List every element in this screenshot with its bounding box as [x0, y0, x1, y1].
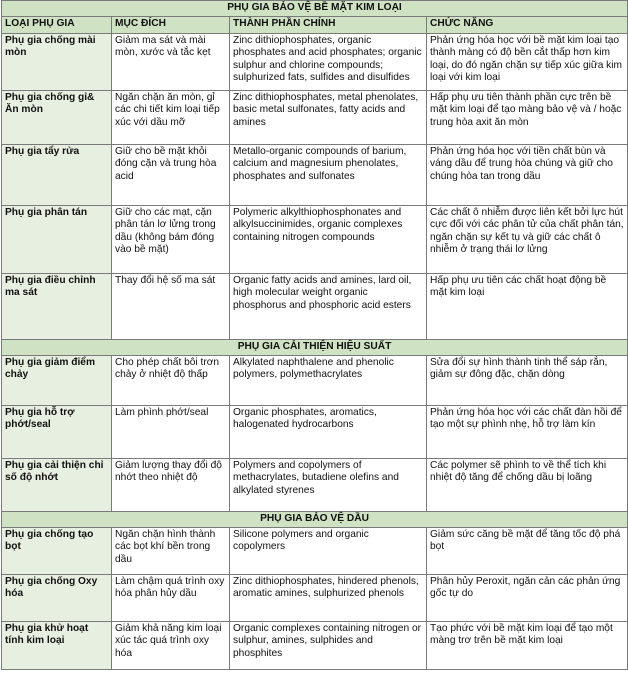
additive-name: Phụ gia hỗ trợ phớt/seal — [2, 406, 112, 459]
additive-components: Metallo-organic compounds of barium, calcium and magnesium phenolates, phosphates and sulfonates — [230, 145, 427, 206]
section-header-row — [2, 1, 628, 17]
additive-name: Phụ gia khử hoạt tính kim loại — [2, 622, 112, 670]
table-row — [2, 459, 628, 512]
additive-name: Phụ gia chống Oxy hóa — [2, 575, 112, 622]
additive-purpose: Làm phình phớt/seal — [112, 406, 230, 459]
additive-components: Polymers and copolymers of methacrylates, butadiene olefins and alkylated styrenes — [230, 459, 427, 512]
additive-purpose: Làm chậm quá trình oxy hóa phân hủy dầu — [112, 575, 230, 622]
additive-name: Phụ gia chống mài mòn — [2, 34, 112, 91]
additive-components: Alkylated naphthalene and phenolic polymers, polymethacrylates — [230, 356, 427, 406]
section-title: PHỤ GIA BẢO VỆ DẦU — [2, 512, 628, 528]
additive-name: Phụ gia chống gỉ& Ăn mòn — [2, 91, 112, 145]
additives-table — [1, 0, 628, 670]
column-header-row — [2, 17, 628, 34]
additive-components: Polymeric alkylthiophosphonates and alkylsuccinimides, organic complexes containing nitrogen compounds — [230, 206, 427, 274]
additive-purpose: Giảm ma sát và mài mòn, xước và tắc kẹt — [112, 34, 230, 91]
additive-function: Tạo phức với bề mặt kim loại để tạo một màng trơ trên bề mặt kim loại — [427, 622, 628, 670]
table-row — [2, 145, 628, 206]
col-header-type: LOẠI PHỤ GIA — [2, 17, 112, 34]
section-title: PHỤ GIA CẢI THIỆN HIỆU SUẤT — [2, 340, 628, 356]
section-header-row — [2, 340, 628, 356]
additive-function: Hấp phụ ưu tiên thành phần cực trên bề mặt kim loại để tạo màng bảo vệ và / hoặc trung hòa axit ăn mòn — [427, 91, 628, 145]
additive-name: Phụ gia phân tán — [2, 206, 112, 274]
additive-purpose: Ngăn chặn hình thành các bọt khí bền trong dầu — [112, 528, 230, 575]
section-title: PHỤ GIA BẢO VỆ BỀ MẶT KIM LOẠI — [2, 1, 628, 17]
additive-name: Phụ gia chống tạo bọt — [2, 528, 112, 575]
additive-components: Zinc dithiophosphates, hindered phenols, aromatic amines, sulphurized phenols — [230, 575, 427, 622]
additive-function: Phản ứng hóa học với bề mặt kim loại tạo thành màng có độ bền cắt thấp hơn kim loại, do đó ngăn chặn sự tiếp xúc giữa kim loại với kim loại — [427, 34, 628, 91]
additive-components: Organic fatty acids and amines, lard oil, high molecular weight organic phosphorus and phosphoric acid esters — [230, 274, 427, 340]
additive-purpose: Cho phép chất bôi trơn chảy ở nhiệt độ thấp — [112, 356, 230, 406]
additive-purpose: Thay đổi hệ số ma sát — [112, 274, 230, 340]
additive-name: Phụ gia điều chỉnh ma sát — [2, 274, 112, 340]
table-row — [2, 34, 628, 91]
additive-name: Phụ gia cải thiện chỉ số độ nhớt — [2, 459, 112, 512]
table-row — [2, 274, 628, 340]
col-header-function: CHỨC NĂNG — [427, 17, 628, 34]
additive-components: Organic phosphates, aromatics, halogenated hydrocarbons — [230, 406, 427, 459]
additive-components: Silicone polymers and organic copolymers — [230, 528, 427, 575]
table-row — [2, 575, 628, 622]
additive-name: Phụ gia giảm điểm chảy — [2, 356, 112, 406]
table-row — [2, 91, 628, 145]
additive-purpose: Giảm lượng thay đổi độ nhớt theo nhiệt độ — [112, 459, 230, 512]
additive-function: Phản ứng hóa học với các chất đàn hồi để tạo một sự phình nhẹ, hỗ trợ làm kín — [427, 406, 628, 459]
additive-function: Phân hủy Peroxit, ngăn cản các phản ứng gốc tự do — [427, 575, 628, 622]
table-row — [2, 356, 628, 406]
additive-name: Phụ gia tẩy rửa — [2, 145, 112, 206]
table-row — [2, 406, 628, 459]
additive-purpose: Ngăn chặn ăn mòn, gỉ các chi tiết kim loại tiếp xúc với dầu mỡ — [112, 91, 230, 145]
section-header-row — [2, 512, 628, 528]
table-row — [2, 528, 628, 575]
additive-function: Sửa đổi sự hình thành tinh thể sáp rắn, giảm sự đông đặc, chặn dòng — [427, 356, 628, 406]
additive-components: Zinc dithiophosphates, metal phenolates, basic metal sulfonates, fatty acids and amines — [230, 91, 427, 145]
additive-function: Phản ứng hóa học với tiền chất bùn và váng dầu để trung hòa chúng và giữ cho chúng hòa tan trong dầu — [427, 145, 628, 206]
col-header-purpose: MỤC ĐÍCH — [112, 17, 230, 34]
table-row — [2, 206, 628, 274]
additive-function: Hấp phụ ưu tiên các chất hoạt động bề mặt kim loại — [427, 274, 628, 340]
additive-function: Các chất ô nhiễm được liên kết bởi lực hút cực đối với các phân tử của chất phân tán, ngăn chặn sự kết tụ và giữ các chất ô nhiễm ở trạng thái lơ lửng — [427, 206, 628, 274]
additive-function: Giảm sức căng bề mặt để tăng tốc độ phá bọt — [427, 528, 628, 575]
additive-purpose: Giữ cho các mạt, cặn phân tán lơ lửng trong dầu (không bám đóng vào bề mặt) — [112, 206, 230, 274]
col-header-components: THÀNH PHẦN CHÍNH — [230, 17, 427, 34]
table-row — [2, 622, 628, 670]
additive-purpose: Giảm khả năng kim loại xúc tác quá trình oxy hóa — [112, 622, 230, 670]
additive-components: Zinc dithiophosphates, organic phosphates and acid phosphates; organic sulphur and chlorine compounds; sulphurized fats, sulfides and disulfides — [230, 34, 427, 91]
additive-function: Các polymer sẽ phình to về thể tích khi nhiệt độ tăng để chống dầu bị loãng — [427, 459, 628, 512]
additive-purpose: Giữ cho bề mặt khỏi đóng cặn và trung hòa acid — [112, 145, 230, 206]
additive-components: Organic complexes containing nitrogen or sulphur, amines, sulphides and phosphites — [230, 622, 427, 670]
